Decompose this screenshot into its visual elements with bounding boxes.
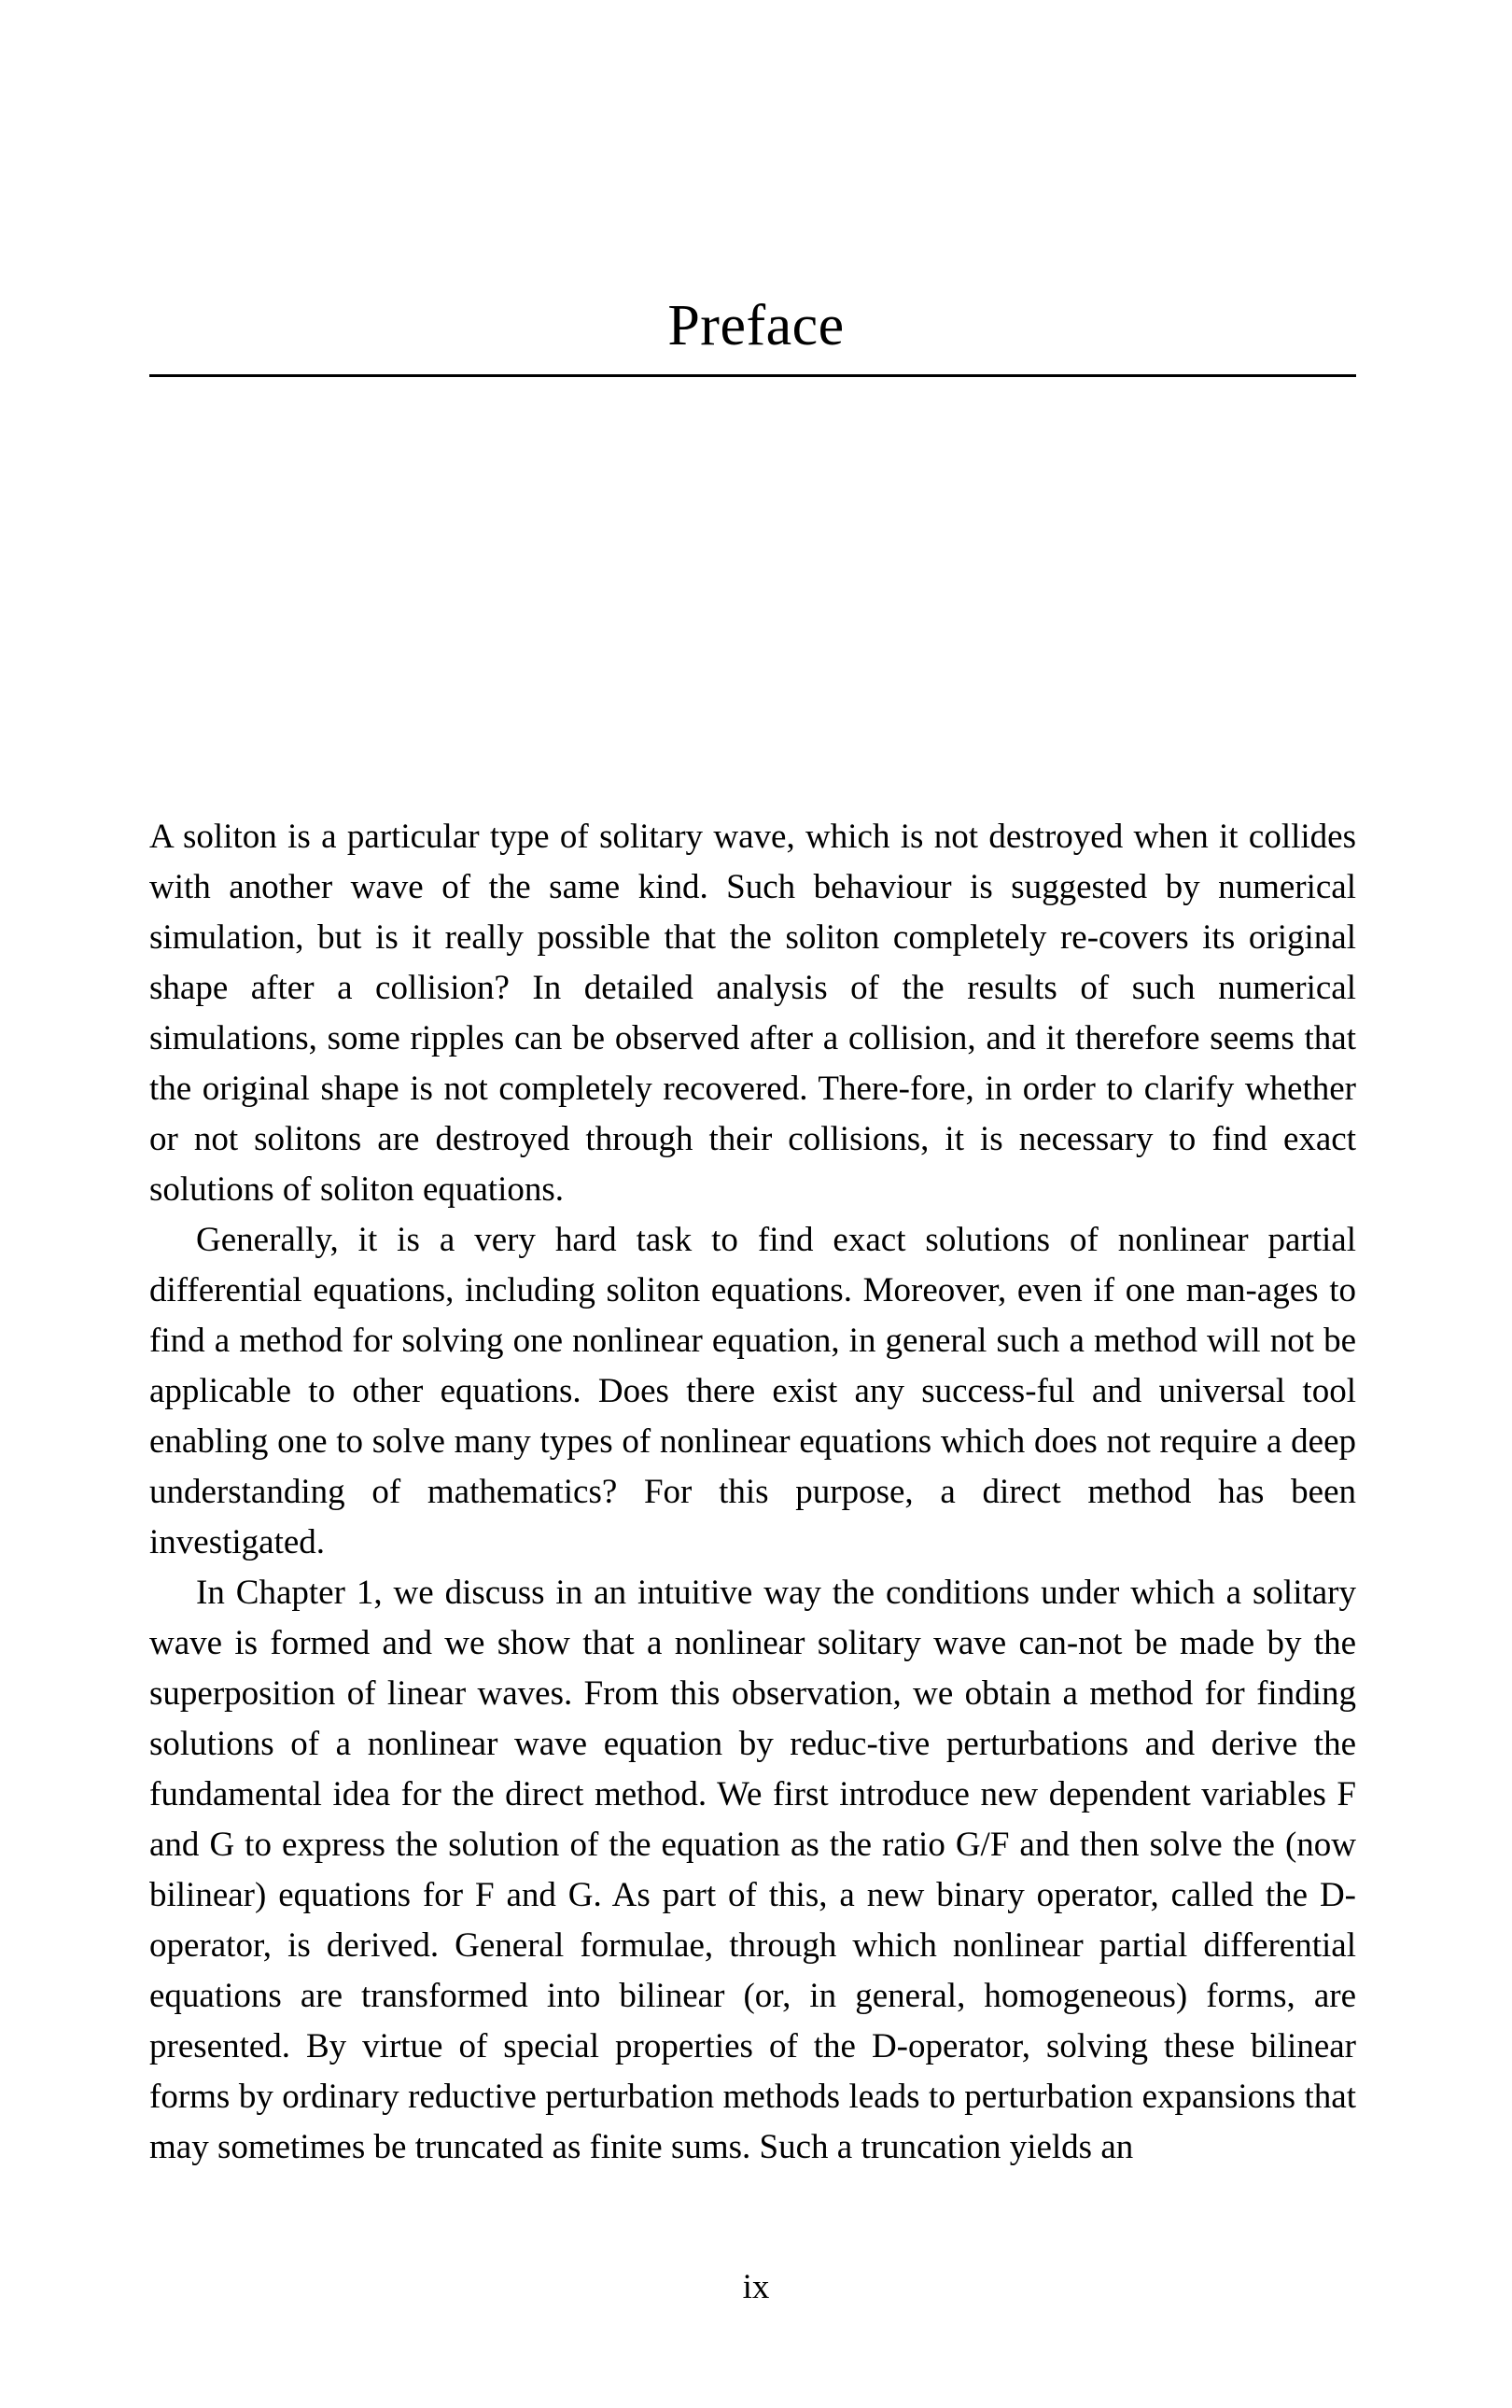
paragraph-2: Generally, it is a very hard task to find exact solutions of nonlinear partial differential equations, including soliton equations. Moreover, even if one man-ages to find a method for solving one nonlinear equation, in general such a method will not be applicable to other equations. Does there exist any success-ful and universal tool enabling one to solve many types of nonlinear equations which does not require a deep understanding of mathematics? For this purpose, a direct method has been investigated. <box>149 1221 1356 1561</box>
preface-body <box>149 812 1356 2173</box>
page-title: Preface <box>667 294 845 357</box>
paragraph-1: A soliton is a particular type of solitary wave, which is not destroyed when it collides with another wave of the same kind. Such behaviour is suggested by numerical simulation, but is it really possible that the soliton completely re-covers its original shape after a collision? In detailed analysis of the results of such numerical simulations, some ripples can be observed after a collision, and it therefore seems that the original shape is not completely recovered. There-fore, in order to clarify whether or not solitons are destroyed through their collisions, it is necessary to find exact solutions of soliton equations. <box>149 818 1356 1209</box>
page-number: ix <box>742 2268 770 2306</box>
paragraph-3: In Chapter 1, we discuss in an intuitive way the conditions under which a solitary wave is formed and we show that a nonlinear solitary wave can-not be made by the superposition of linear waves. From this observation, we obtain a method for finding solutions of a nonlinear wave equation by reduc-tive perturbations and derive the fundamental idea for the direct method. We first introduce new dependent variables F and G to express the solution of the equation as the ratio G/F and then solve the (now bilinear) equations for F and G. As part of this, a new binary operator, called the D-operator, is derived. General formulae, through which nonlinear partial differential equations are transformed into bilinear (or, in general, homogeneous) forms, are presented. By virtue of special properties of the D-operator, solving these bilinear forms by ordinary reductive perturbation methods leads to perturbation expansions that may sometimes be truncated as finite sums. Such a truncation yields an <box>149 1574 1356 2166</box>
title-rule <box>149 374 1356 377</box>
